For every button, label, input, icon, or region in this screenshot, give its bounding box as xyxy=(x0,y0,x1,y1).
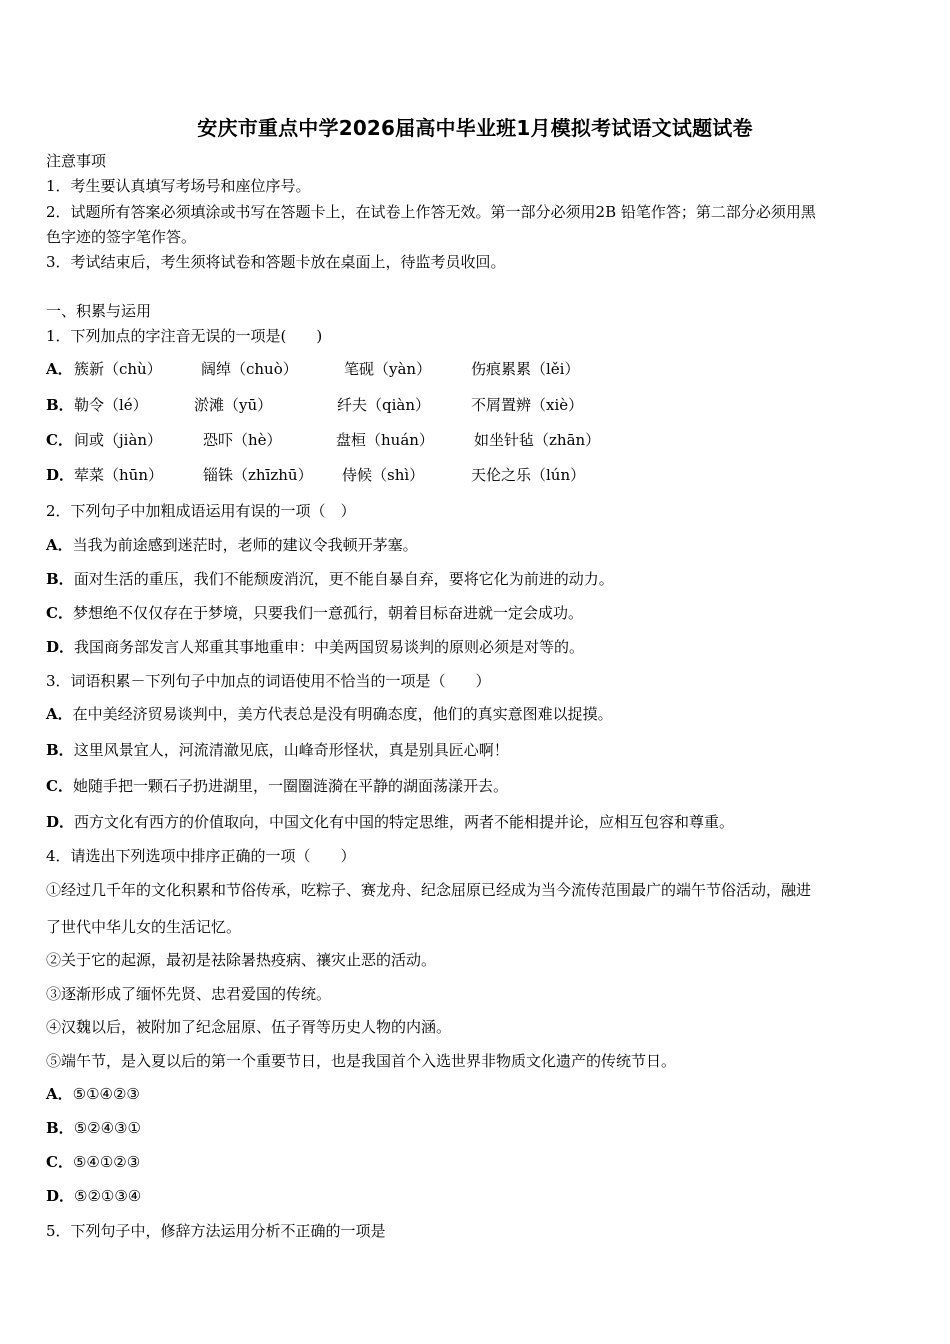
q4-sentence: ④汉魏以后，被附加了纪念屈原、伍子胥等历史人物的内涵。 xyxy=(46,1018,452,1036)
q4-option-a: A．⑤①④②③ xyxy=(46,1085,140,1103)
q4-option-c: C．⑤④①②③ xyxy=(46,1153,141,1171)
notice-heading: 注意事项 xyxy=(46,152,107,170)
option-label: B． xyxy=(46,396,74,414)
q4-sentence: ①经过几千年的文化积累和节俗传承，吃粽子、赛龙舟、纪念屈原已经成为当今流传范围最广的端午节俗活动，融进 xyxy=(46,881,812,899)
option-item: 如坐针毡（zhān） xyxy=(474,431,601,449)
notice-item: 1．考生要认真填写考场号和座位序号。 xyxy=(46,177,311,195)
q2-option-b: B．面对生活的重压，我们不能颓废消沉，更不能自暴自弃，要将它化为前进的动力。 xyxy=(46,570,614,588)
q4-option-b: B．⑤②④③① xyxy=(46,1119,141,1137)
option-item: 勒令（lé） xyxy=(74,396,148,414)
question-4-stem: 4．请选出下列选项中排序正确的一项（ ） xyxy=(46,847,356,865)
option-label: C． xyxy=(46,431,73,449)
question-5-stem: 5．下列句子中，修辞方法运用分析不正确的一项是 xyxy=(46,1222,386,1240)
question-3-stem: 3．词语积累－下列句子中加点的词语使用不恰当的一项是（ ） xyxy=(46,672,491,690)
option-label: A． xyxy=(46,360,73,378)
q3-option-a: A．在中美经济贸易谈判中，美方代表总是没有明确态度，他们的真实意图难以捉摸。 xyxy=(46,705,613,723)
q2-option-a: A．当我为前途感到迷茫时，老师的建议令我顿开茅塞。 xyxy=(46,536,418,554)
question-1-stem: 1．下列加点的字注音无误的一项是( ) xyxy=(46,327,323,345)
q4-sentence: ②关于它的起源，最初是祛除暑热疫病、禳灾止恶的活动。 xyxy=(46,951,437,969)
option-item: 恐吓（hè） xyxy=(203,431,282,449)
q4-sentence: ⑤端午节，是入夏以后的第一个重要节日，也是我国首个入选世界非物质文化遗产的传统节日。 xyxy=(46,1052,677,1070)
option-item: 伤痕累累（lěi） xyxy=(471,360,580,378)
q3-option-d: D．西方文化有西方的价值取向，中国文化有中国的特定思维，两者不能相提并论，应相互包容和尊重。 xyxy=(46,813,735,831)
option-label: D． xyxy=(46,466,75,484)
q2-option-d: D．我国商务部发言人郑重其事地重申：中美两国贸易谈判的原则必须是对等的。 xyxy=(46,638,585,656)
page-title: 安庆市重点中学2026届高中毕业班1月模拟考试语文试题试卷 xyxy=(197,116,753,140)
q4-option-d: D．⑤②①③④ xyxy=(46,1187,142,1205)
option-item: 侍候（shì） xyxy=(342,466,425,484)
q2-option-c: C．梦想绝不仅仅存在于梦境，只要我们一意孤行，朝着目标奋进就一定会成功。 xyxy=(46,604,583,622)
q4-sentence: ③逐渐形成了缅怀先贤、忠君爱国的传统。 xyxy=(46,985,332,1003)
option-item: 纤夫（qiàn） xyxy=(337,396,431,414)
section-heading: 一、积累与运用 xyxy=(46,302,152,320)
option-item: 阔绰（chuò） xyxy=(201,360,298,378)
q3-option-c: C．她随手把一颗石子扔进湖里，一圈圈涟漪在平静的湖面荡漾开去。 xyxy=(46,777,508,795)
option-item: 笔砚（yàn） xyxy=(344,360,432,378)
notice-item: 色字迹的签字笔作答。 xyxy=(46,228,197,246)
option-item: 锱铢（zhīzhū） xyxy=(203,466,313,484)
q3-option-b: B．这里风景宜人，河流清澈见底，山峰奇形怪状，真是别具匠心啊！ xyxy=(46,741,509,759)
option-item: 淤滩（yū） xyxy=(194,396,273,414)
option-item: 不屑置辨（xiè） xyxy=(471,396,584,414)
notice-item: 3．考试结束后，考生须将试卷和答题卡放在桌面上，待监考员收回。 xyxy=(46,253,506,271)
question-2-stem: 2．下列句子中加粗成语运用有误的一项（ ） xyxy=(46,502,356,520)
option-item: 荤菜（hūn） xyxy=(74,466,163,484)
option-item: 盘桓（huán） xyxy=(336,431,434,449)
option-item: 天伦之乐（lún） xyxy=(471,466,586,484)
notice-item: 2．试题所有答案必须填涂或书写在答题卡上，在试卷上作答无效。第一部分必须用2B 铅笔作答；第二部分必须用黑 xyxy=(46,203,816,221)
q4-sentence: 了世代中华儿女的生活记忆。 xyxy=(46,918,242,936)
option-item: 间或（jiàn） xyxy=(74,431,163,449)
option-item: 簇新（chù） xyxy=(74,360,162,378)
